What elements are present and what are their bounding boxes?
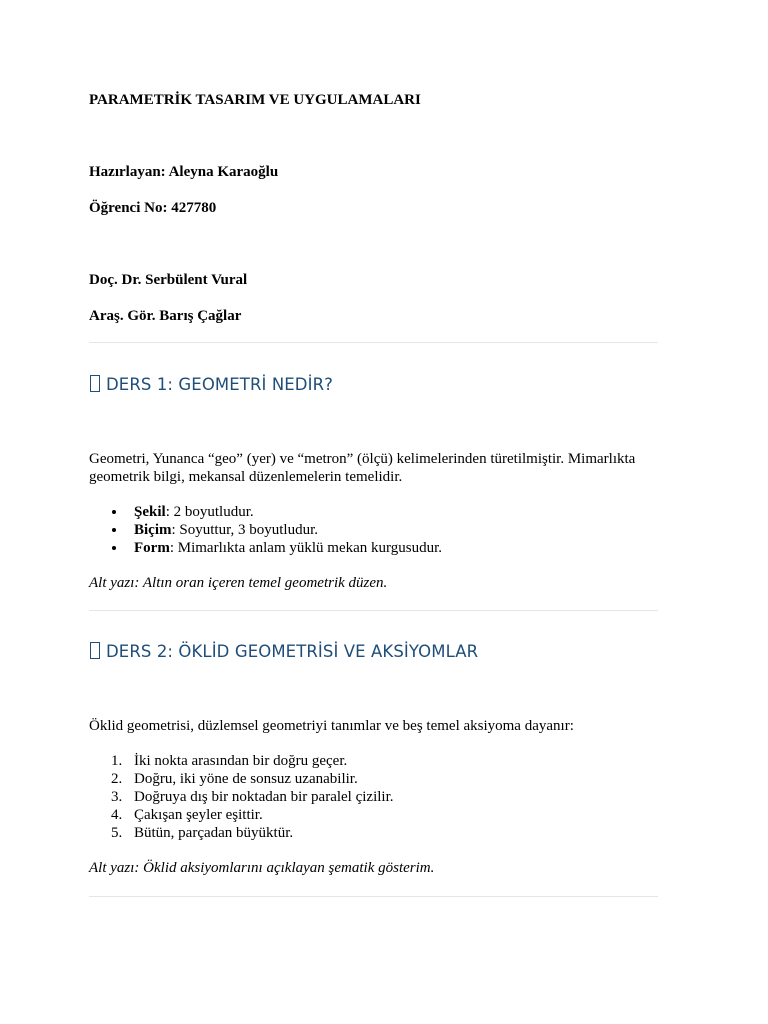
- instructor-1: Doç. Dr. Serbülent Vural: [89, 272, 248, 288]
- list-number: 5.: [111, 825, 123, 841]
- list-item: [89, 788, 394, 806]
- list-number: 2.: [111, 771, 123, 787]
- lesson-2-paragraph: Öklid geometrisi, düzlemsel geometriyi tanımlar ve beş temel aksiyoma dayanır:: [89, 718, 574, 734]
- bullet-term: Şekil: [134, 504, 166, 520]
- lesson-1-paragraph-line-2: geometrik bilgi, mekansal düzenlemelerin temelidir.: [89, 469, 403, 485]
- bullet-icon: [112, 546, 116, 550]
- divider: [89, 896, 658, 897]
- lesson-2-caption: Alt yazı: Öklid aksiyomlarını açıklayan şematik gösterim.: [89, 860, 435, 876]
- lesson-1-heading-text: DERS 1: GEOMETRİ NEDİR?: [106, 375, 333, 394]
- list-item: [89, 824, 394, 842]
- list-item: [89, 521, 442, 539]
- bullet-icon: [112, 528, 116, 532]
- missing-glyph-box-icon: [90, 642, 100, 659]
- list-item: [89, 503, 442, 521]
- instructor-2: Araş. Gör. Barış Çağlar: [89, 308, 242, 324]
- lesson-1-paragraph-line-1: Geometri, Yunanca “geo” (yer) ve “metron” (ölçü) kelimelerinden türetilmiştir. Mimarlıkta: [89, 451, 636, 467]
- list-item: [89, 770, 394, 788]
- list-number: 4.: [111, 807, 123, 823]
- lesson-1-bullet-list: [89, 503, 442, 557]
- axiom-text: Çakışan şeyler eşittir.: [134, 807, 263, 823]
- student-number: Öğrenci No: 427780: [89, 200, 217, 216]
- list-number: 1.: [111, 753, 123, 769]
- bullet-term: Biçim: [134, 522, 172, 538]
- list-item: [89, 752, 394, 770]
- bullet-text: : 2 boyutludur.: [165, 504, 254, 520]
- axiom-text: Doğru, iki yöne de sonsuz uzanabilir.: [134, 771, 358, 787]
- axiom-text: Bütün, parçadan büyüktür.: [134, 825, 294, 841]
- missing-glyph-box-icon: [90, 375, 100, 392]
- lesson-2-heading: [89, 642, 478, 661]
- bullet-icon: [112, 510, 116, 514]
- divider: [89, 610, 658, 611]
- axiom-text: İki nokta arasından bir doğru geçer.: [134, 753, 348, 769]
- axiom-text: Doğruya dış bir noktadan bir paralel çizilir.: [134, 789, 394, 805]
- list-item: [89, 539, 442, 557]
- lesson-2-axiom-list: [89, 752, 394, 842]
- list-number: 3.: [111, 789, 123, 805]
- divider: [89, 342, 658, 343]
- bullet-term: Form: [134, 540, 170, 556]
- bullet-text: : Soyuttur, 3 boyutludur.: [171, 522, 318, 538]
- lesson-1-caption: Alt yazı: Altın oran içeren temel geometrik düzen.: [89, 575, 388, 591]
- lesson-1-heading: [89, 375, 333, 394]
- prepared-by: Hazırlayan: Aleyna Karaoğlu: [89, 164, 279, 180]
- lesson-1-paragraph: [89, 450, 658, 486]
- list-item: [89, 806, 394, 824]
- document-title: PARAMETRİK TASARIM VE UYGULAMALARI: [89, 92, 421, 108]
- lesson-2-heading-text: DERS 2: ÖKLİD GEOMETRİSİ VE AKSİYOMLAR: [106, 642, 479, 661]
- bullet-text: : Mimarlıkta anlam yüklü mekan kurgusudur.: [169, 540, 443, 556]
